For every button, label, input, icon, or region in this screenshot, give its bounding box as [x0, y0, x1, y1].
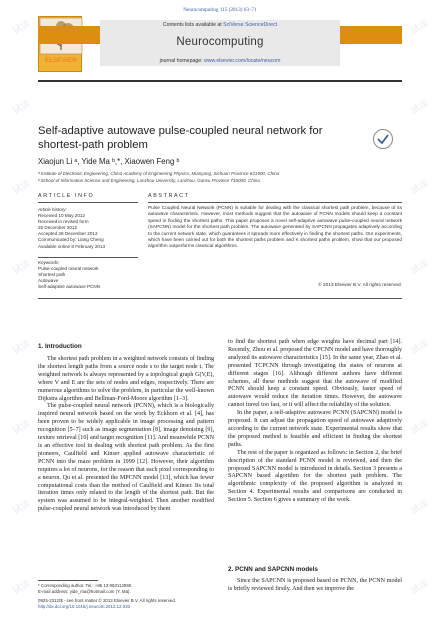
- corresponding-author: * Corresponding author. Tel.: +86 13 993112990.: [38, 583, 133, 588]
- watermark: 试读: [10, 338, 32, 356]
- watermark: 试读: [408, 18, 430, 36]
- article-authors: Xiaojun Li ᵃ, Yide Ma ᵇ,*, Xiaowen Feng ᵇ: [38, 157, 180, 166]
- watermark: 试读: [408, 178, 430, 196]
- body-left-column: [38, 356, 214, 514]
- paragraph: The rest of the paper is organized as follows: in Section 2, the brief description of the standard PCNN model is reviewed, and then the proposed SAPCNN model is introduced in details. Section 3 presents a SAPCNN based algorithm for the shortest path problem. The algorithmic complexity of the proposed algorithm is analyzed in Section 4. Experimental results and comparisons are conducted in Section 5. Section 6 gives a summary of the work.: [228, 449, 402, 504]
- keywords-rule: [38, 257, 138, 258]
- history-item: Communicated by: Liang Cheng: [38, 237, 104, 243]
- header-rule: [38, 80, 402, 82]
- abstract-text: Pulse Coupled Neural Network (PCNN) is suitable for dealing with the classical shortest path problem, because of its autowave characteristic. However, most methods suggest that the autowave of PCNN models should keep a constant speed in finding the shortest paths. This paper proposes a novel self-adaptive autowave pulse-coupled neural network (SAPCNN) model for the shortest path problem. The autowave generated by SAPCNN propagates adaptively according to the current network state, which guarantees it spreads more effectively in finding the shortest paths. Our experiments, which have been carried out for both the shortest paths problem and K shortest paths problem, show that our proposed algorithm outperforms classical algorithms.: [148, 206, 402, 250]
- keyword-item: Shortest path: [38, 272, 66, 278]
- watermark: 试读: [10, 578, 32, 596]
- watermark: 试读: [10, 258, 32, 276]
- history-item: Received 10 May 2012: [38, 213, 85, 219]
- watermark: 试读: [408, 338, 430, 356]
- paragraph: The shortest path problem in a weighted network consists of finding the shortest length paths from a source node s to the target node t. The weighted network is always represented by a topological graph G(V,E), where V and E are the sets of nodes and edges, respectively. There are numerous algorithms to solve the problem, in particular the well-known Dijkstra algorithm and Bellman-Ford-Moore algorithm [1–3].: [38, 356, 214, 402]
- paragraph: to find the shortest path when edge weights have decimal part [14]. Recently, Zhou et al. proposed the CPCNN model and have thoroughly analyzed its autowave characteristics [15]. In the same year, Zhao et al. presented TCPCNN through investigating the states of neurons at different stages [16]. Although different authors have different schemes, all these methods suggest that the autowave of modified PCNN should keep a constant speed. Obviously, faster speed of autowave would reduce the iteration times. However, the autowave cannot travel too fast, or it will affect the reliability of the solution.: [228, 339, 402, 409]
- keyword-item: Pulse-coupled neural network: [38, 266, 99, 272]
- paragraph: In the paper, a self-adaptive autowave PCNN (SAPCNN) model is proposed. It can adjust the propagation speed of autowave adaptively according to the current network state. Experimental results show that the proposed method is feasible and efficient in finding the shortest paths.: [228, 410, 402, 448]
- abstract-rule-bottom: [38, 298, 402, 299]
- journal-citation: Neurocomputing 115 (2013) 63–71: [183, 7, 257, 13]
- watermark: 试读: [10, 98, 32, 116]
- article-info-label: ARTICLE INFO: [38, 193, 95, 199]
- sciencedirect-link[interactable]: SciVerse ScienceDirect: [223, 22, 278, 28]
- article-title: Self-adaptive autowave pulse-coupled neural network for shortest-path problem: [38, 125, 323, 151]
- section2-heading: 2. PCNN and SAPCNN models: [228, 566, 318, 573]
- watermark: 试读: [408, 498, 430, 516]
- footnotes: [38, 583, 214, 595]
- affiliation-b: ᵇ School of Information Science and Engineering, Lanzhou University, Lanzhou, Gansu Province 730000, China: [38, 178, 260, 183]
- watermark: 试读: [10, 498, 32, 516]
- abstract-label: ABSTRACT: [148, 193, 190, 199]
- watermark: 试读: [10, 418, 32, 436]
- issn-line: 0925-2312/$ - see front matter © 2013 Elsevier B.V. All rights reserved.: [38, 598, 177, 603]
- watermark: 试读: [408, 98, 430, 116]
- watermark: 试读: [10, 178, 32, 196]
- keywords: Keywords: Pulse-coupled neural network Shortest path Autowave Self-adaptive autowave PCNN: [38, 260, 138, 290]
- article-history: Article history: Received 10 May 2012 Received in revised form 26 December 2012 Accepted 28 December 2012 Communicated by: Liang Cheng Available online 8 February 2013: [38, 207, 138, 250]
- article-info-rule-top: [38, 202, 138, 203]
- homepage-line: journal homepage: www.elsevier.com/locate/neucom: [159, 58, 281, 64]
- body-right-column: [228, 339, 402, 505]
- history-item: Available online 8 February 2013: [38, 243, 106, 249]
- journal-name: Neurocomputing: [176, 36, 264, 48]
- watermark: 试读: [408, 578, 430, 596]
- abstract-rule-top: [148, 202, 402, 203]
- history-item: 26 December 2012: [38, 225, 78, 231]
- footnote-rule: [38, 580, 98, 581]
- crossmark-icon[interactable]: [372, 128, 394, 155]
- section2-text: Since the SAPCNN is proposed based on PCNN, the PCNN model is briefly reviewed firstly. And then we improve the: [228, 578, 402, 592]
- intro-heading: 1. Introduction: [38, 343, 82, 350]
- affiliation-a: ᵃ Institute of Electronic Engineering, China Academy of Engineering Physics, Mianyang, Sichuan Province 621900, China: [38, 171, 280, 176]
- author-email: E-mail address: yide_ma@hotmail.com (Y. Ma).: [38, 588, 131, 594]
- copyright: © 2013 Elsevier B.V. All rights reserved.: [318, 283, 402, 288]
- keyword-item: Self-adaptive autowave PCNN: [38, 284, 101, 290]
- watermark: 试读: [408, 418, 430, 436]
- elsevier-wordmark: ELSEVIER: [45, 57, 77, 64]
- front-matter: [38, 598, 288, 610]
- keyword-item: Autowave: [38, 278, 59, 284]
- history-item: Received in revised form: [38, 219, 89, 225]
- history-item: Accepted 28 December 2012: [38, 231, 98, 237]
- homepage-link[interactable]: www.elsevier.com/locate/neucom: [204, 58, 281, 64]
- watermark: 试读: [408, 258, 430, 276]
- watermark: 试读: [10, 18, 32, 36]
- contents-line: Contents lists available at SciVerse ScienceDirect: [162, 22, 278, 28]
- paragraph: The pulse-coupled neural network (PCNN), which is a biologically inspired neural network based on the work by Eckhorn et al. [4], has been proven to be widely applicable in image processing and pattern recognition [5–7] such as image segmentation [8], image denoising [9], texture retrieval [10] and target recognition [11]. And meanwhile PCNN is an effective tool in dealing with shortest path problem. As the first pioneers, Caulfield and Kinser applied autowave characteristic of PCNN into the maze problem in 1999 [12]. However, their algorithm requires a lot of neurons, for the reason that each pixel corresponding to a neuron. Qu et al. presented the MPCNN model [13], which has fewer computational costs than the method of Caulfield and Kinser. Its total iteration times only related to the length of the shortest path. But the system was assumed to be integral-weighted. Then another modified pulse-coupled neural network was introduced by them: [38, 403, 214, 513]
- doi-link[interactable]: http://dx.doi.org/10.1016/j.neucom.2012.12.030: [38, 603, 131, 609]
